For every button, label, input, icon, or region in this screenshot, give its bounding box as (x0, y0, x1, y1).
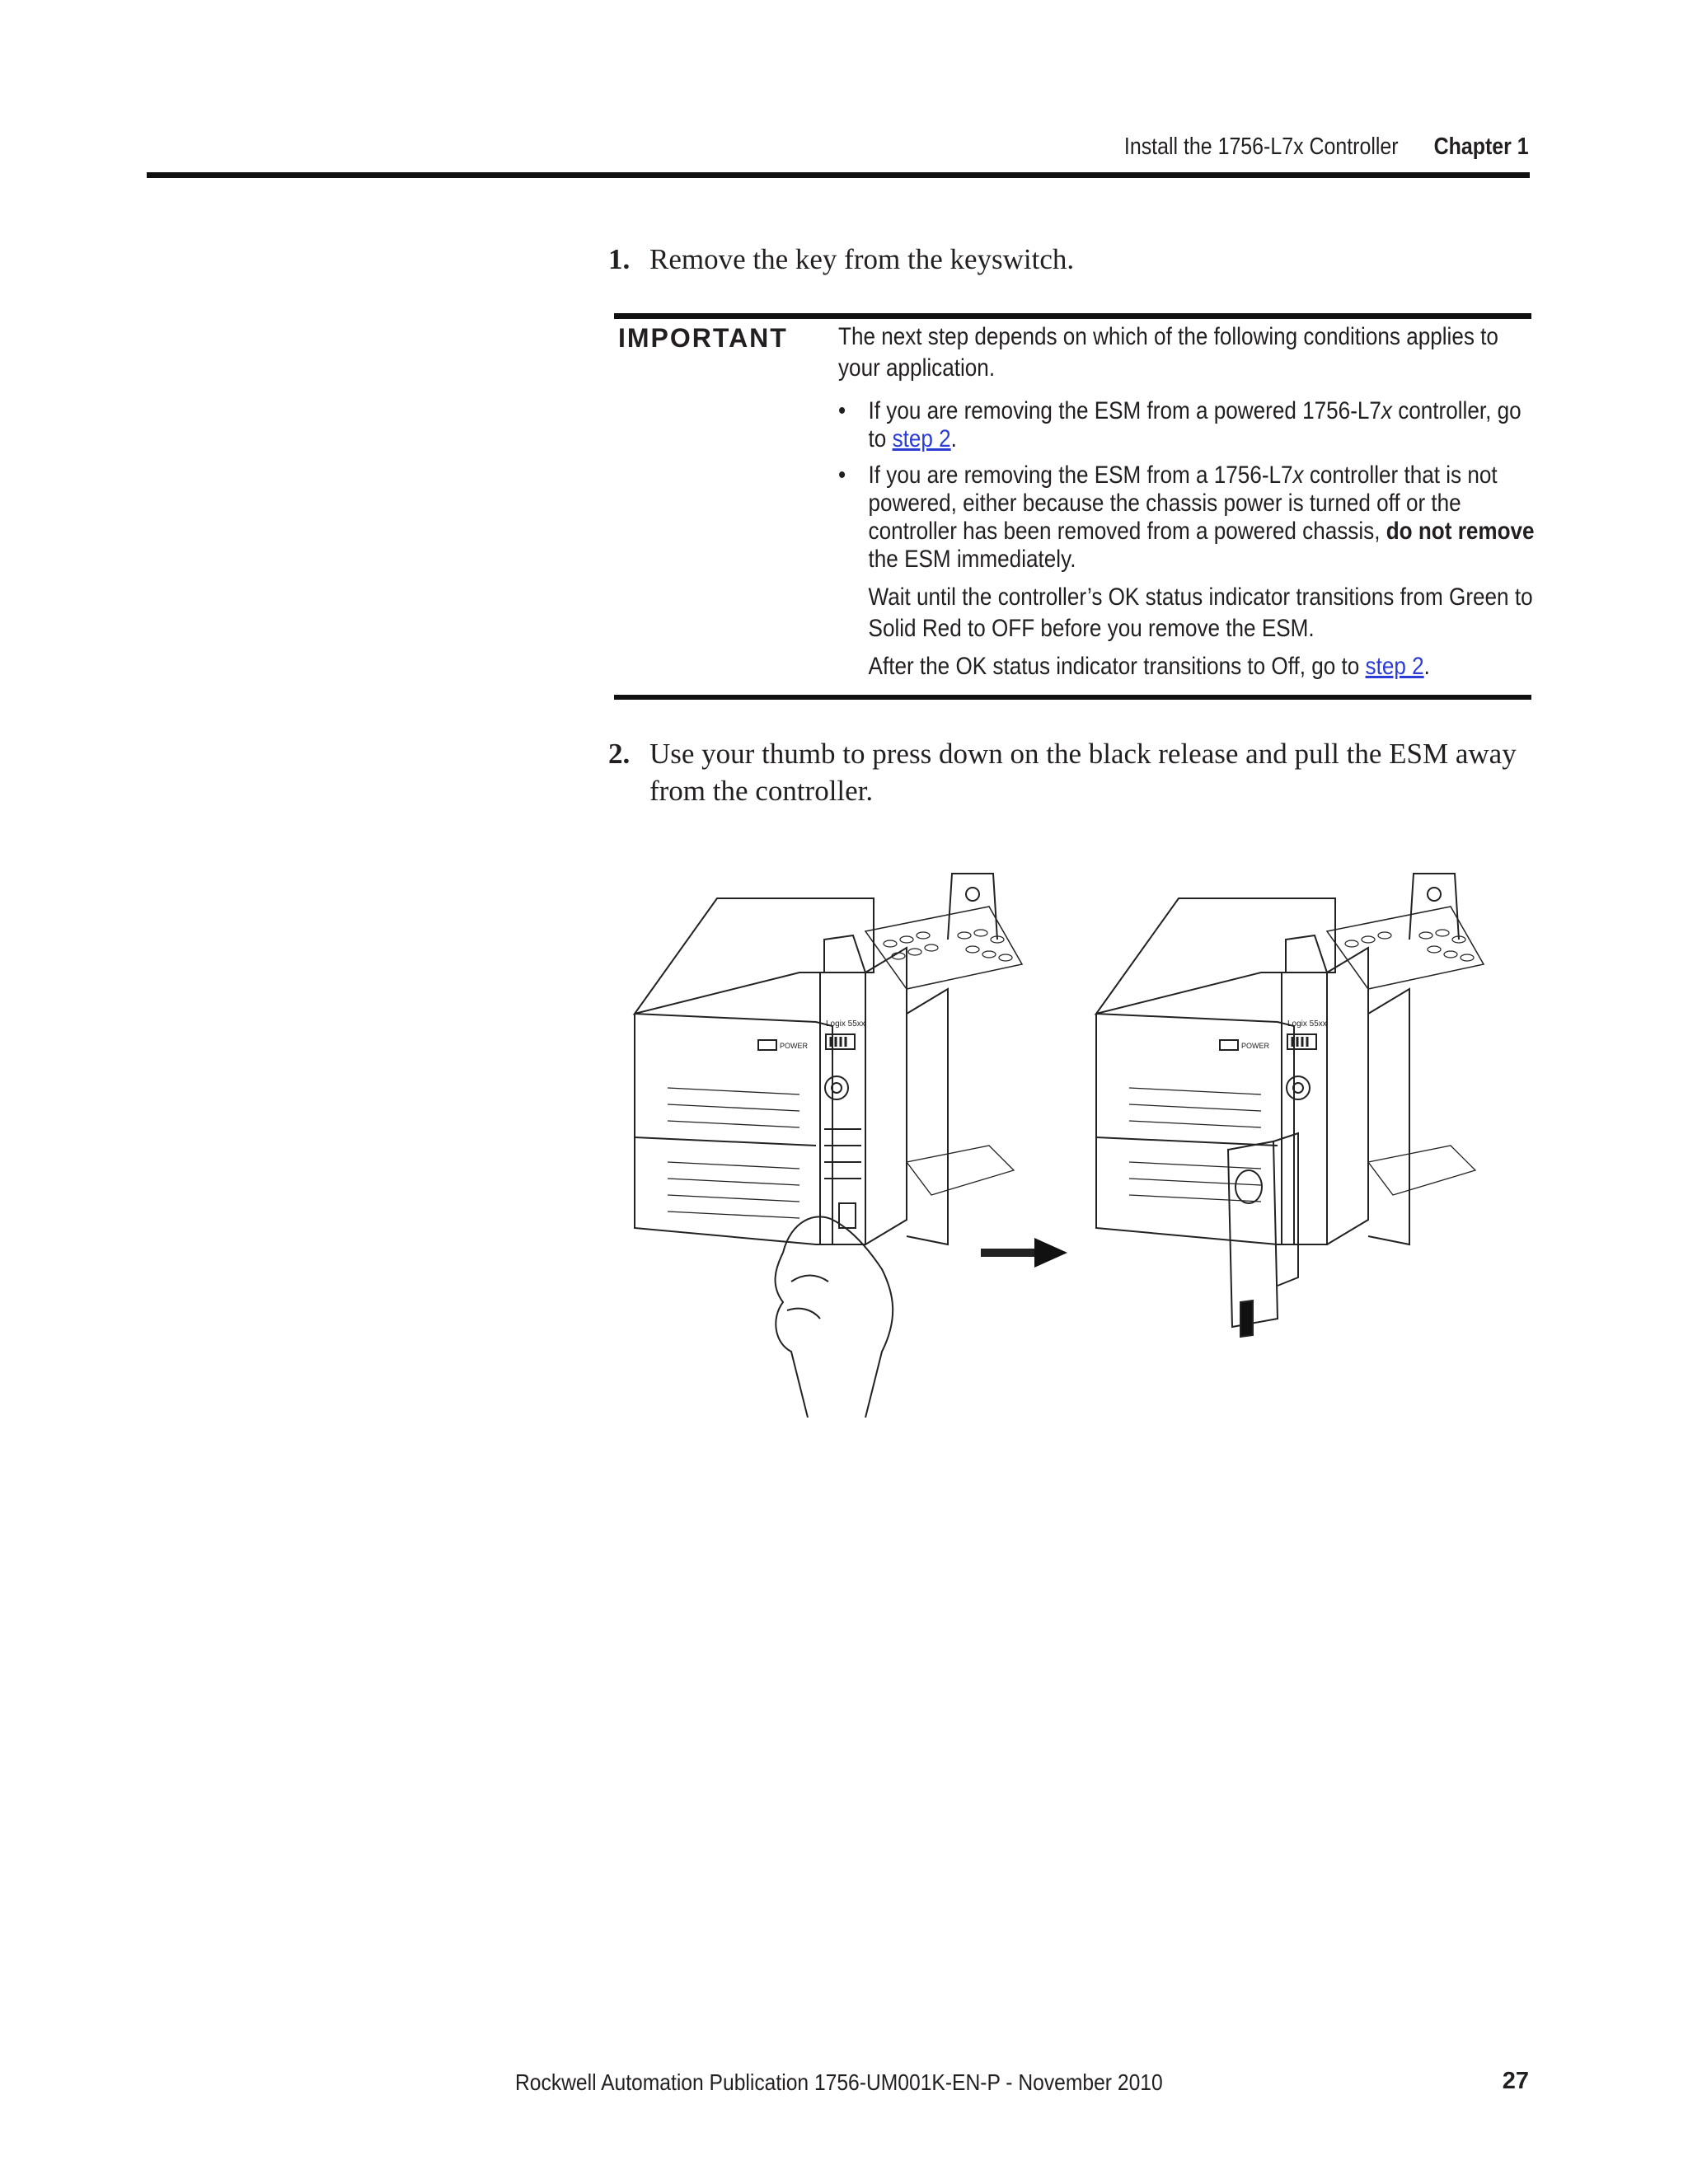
module-label: Logix 55xx (826, 1019, 865, 1029)
important-top-rule (614, 313, 1531, 319)
svg-text:POWER: POWER (1241, 1042, 1270, 1050)
after-note: After the OK status indicator transitions to Off, go to step 2. (868, 653, 1430, 680)
esm-removal-illustration (618, 857, 1533, 1418)
page-number: 27 (1502, 2068, 1529, 2094)
svg-text:Logix 55xx: Logix 55xx (1287, 1019, 1327, 1029)
chassis-right (1096, 874, 1484, 1337)
bullet-not-powered: • If you are removing the ESM from a 1756-L7x controller that is not powered, either because the chassis power is turned off or the controller has been removed from a powered chassis, do not remove the ESM immediately. (838, 462, 1537, 574)
arrow-icon (981, 1238, 1067, 1268)
wait-note: Wait until the controller’s OK status indicator transitions from Green to Solid Red to OFF before you remove the ESM. (868, 583, 1533, 642)
header-rule (147, 172, 1530, 178)
step-1 (608, 241, 1531, 278)
important-body (838, 321, 1539, 682)
step-text: Remove the key from the keyswitch. (649, 243, 1075, 275)
chapter-label: Chapter 1 (1433, 134, 1529, 160)
important-intro: The next step depends on which of the following conditions applies to your application. (838, 323, 1498, 382)
step-number: 2. (608, 738, 631, 770)
section-title: Install the 1756-L7x Controller (1124, 134, 1399, 160)
important-label: IMPORTANT (618, 323, 788, 353)
step-text: Use your thumb to press down on the black release and pull the ESM away from the controller. (649, 738, 1517, 807)
bullet-powered: • If you are removing the ESM from a powered 1756-L7x controller, go to step 2. (838, 397, 1537, 453)
step-2-link[interactable]: step 2 (1365, 653, 1424, 680)
step-2-link[interactable]: step 2 (892, 425, 951, 452)
running-header (1124, 132, 1529, 162)
chassis-left (635, 874, 1022, 1418)
step-2 (608, 735, 1531, 809)
important-bottom-rule (614, 695, 1531, 700)
step-number: 1. (608, 243, 631, 275)
footer-publication: Rockwell Automation Publication 1756-UM001K-EN-P - November 2010 (515, 2069, 1163, 2095)
power-label: POWER (780, 1042, 809, 1050)
